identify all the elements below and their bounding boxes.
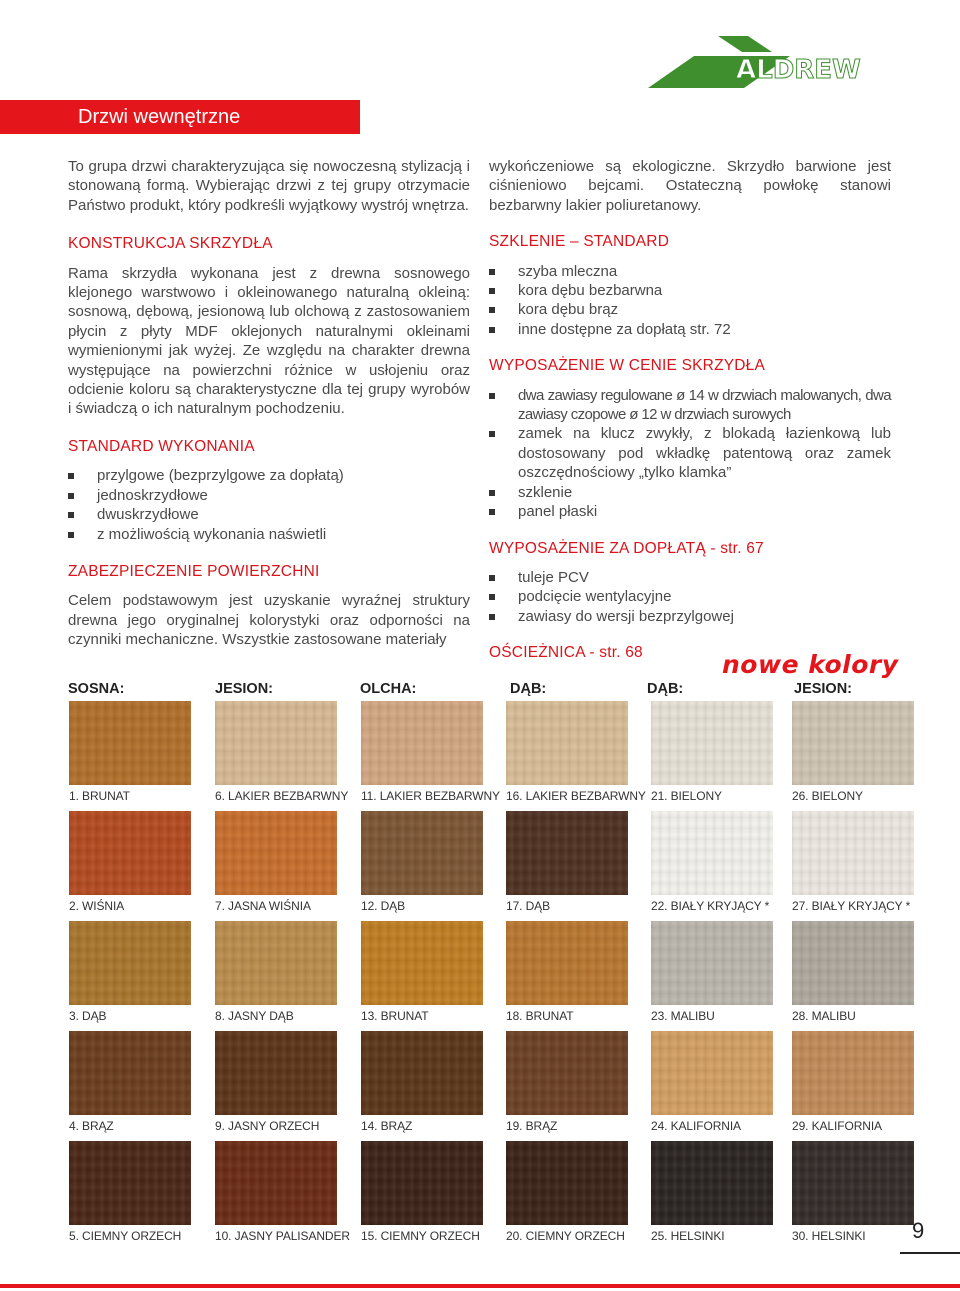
color-swatch (215, 1031, 337, 1115)
swatch-label: 2. WIŚNIA (69, 899, 125, 913)
swatch-label: 22. BIAŁY KRYJĄCY * (651, 899, 770, 913)
color-swatch (69, 701, 191, 785)
left-column (68, 157, 470, 650)
list-item: szklenie (489, 483, 891, 502)
list-item: dwuskrzydłowe (68, 505, 470, 524)
doplata-heading: WYPOSAŻENIE ZA DOPŁATĄ - str. 67 (489, 539, 764, 557)
swatch-label: 9. JASNY ORZECH (215, 1119, 320, 1133)
wood-header-olcha: OLCHA: (360, 681, 417, 697)
swatch-label: 16. LAKIER BEZBARWNY (506, 789, 646, 803)
swatch-label: 25. HELSINKI (651, 1229, 725, 1243)
color-swatch (361, 1141, 483, 1225)
color-swatch (792, 701, 914, 785)
color-swatch (651, 811, 773, 895)
swatch-label: 30. HELSINKI (792, 1229, 866, 1243)
color-swatch (215, 921, 337, 1005)
color-swatch (69, 811, 191, 895)
continuation-text: wykończeniowe są ekologiczne. Skrzydło barwione jest ciśnieniowo bejcami. Ostateczną powłokę stanowi bezbarwny lakier poliuretanowy. (489, 158, 891, 214)
color-swatch (651, 1141, 773, 1225)
swatch-label: 13. BRUNAT (361, 1009, 429, 1023)
page-title: Drzwi wewnętrzne (78, 106, 241, 128)
swatch-label: 27. BIAŁY KRYJĄCY * (792, 899, 911, 913)
color-swatch (651, 701, 773, 785)
zabezpieczenie-heading: ZABEZPIECZENIE POWIERZCHNI (68, 562, 320, 580)
swatch-label: 12. DĄB (361, 899, 405, 913)
color-swatch (69, 1031, 191, 1115)
color-swatch (215, 701, 337, 785)
list-item: tuleje PCV (489, 568, 891, 587)
list-item: jednoskrzydłowe (68, 486, 470, 505)
bottom-rule (0, 1284, 960, 1288)
list-item: kora dębu bezbarwna (489, 281, 891, 300)
intro-text: To grupa drzwi charakteryzująca się nowoczesną stylizacją i stonowaną formą. Wybierając drzwi z tej grupy otrzymacie Państwo produkt, który podkreśli wyjątkowy wystrój wnętrza. (68, 158, 470, 214)
swatch-label: 21. BIELONY (651, 789, 722, 803)
page-number: 9 (912, 1218, 925, 1243)
swatch-label: 24. KALIFORNIA (651, 1119, 741, 1133)
color-swatch (361, 701, 483, 785)
list-item: szyba mleczna (489, 262, 891, 281)
szklenie-list (489, 262, 891, 340)
page-number-rule (900, 1252, 960, 1254)
color-swatch (215, 1141, 337, 1225)
swatch-label: 17. DĄB (506, 899, 550, 913)
color-swatch (506, 811, 628, 895)
color-swatch (651, 1031, 773, 1115)
list-item: dwa zawiasy regulowane ø 14 w drzwiach malowanych, dwa zawiasy czopowe ø 12 w drzwiach surowych (489, 386, 891, 425)
color-swatch (215, 811, 337, 895)
color-swatch (506, 921, 628, 1005)
list-item: z możliwością wykonania naświetli (68, 525, 470, 544)
wood-header-dab: DĄB: (510, 681, 547, 697)
swatch-label: 7. JASNA WIŚNIA (215, 899, 311, 913)
wood-header-jesion: JESION: (215, 681, 274, 697)
list-item: kora dębu brąz (489, 300, 891, 319)
color-swatch (506, 701, 628, 785)
swatch-label: 19. BRĄZ (506, 1119, 558, 1133)
wyposazenie-list (489, 386, 891, 522)
swatch-label: 4. BRĄZ (69, 1119, 114, 1133)
oscieznica-heading: OŚCIEŻNICA - str. 68 (489, 644, 643, 662)
wyposazenie-heading: WYPOSAŻENIE W CENIE SKRZYDŁA (489, 357, 766, 375)
swatch-label: 14. BRĄZ (361, 1119, 413, 1133)
right-column (489, 157, 891, 663)
konstrukcja-text: Rama skrzydła wykonana jest z drewna sosnowego klejonego warstwowo i okleinowanego naturalną okleiną: sosnową, dębową, jesionową lub olchową z zastosowaniem płycin z płyty MDF oklejonych naturalnymi okleinami wymienionymi jak wyżej. Ze względu na charakter drewna występujące na powierzchni różnice w usłojeniu oraz odcienie koloru są charakterystyczne dla tej grupy wyrobów i świadczą o ich naturalnym pochodzeniu. (68, 264, 470, 418)
swatch-label: 23. MALIBU (651, 1009, 715, 1023)
zabezpieczenie-text: Celem podstawowym jest uzyskanie wyraźnej struktury drewna jego oryginalnej kolorystyki oraz odporności na czynniki mechaniczne. Wszystkie zastosowane materiały (68, 592, 470, 649)
konstrukcja-heading: KONSTRUKCJA SKRZYDŁA (68, 235, 273, 253)
swatch-label: 20. CIEMNY ORZECH (506, 1229, 625, 1243)
standard-heading: STANDARD WYKONANIA (68, 437, 255, 455)
swatch-label: 6. LAKIER BEZBARWNY (215, 789, 349, 803)
swatch-label: 3. DĄB (69, 1009, 107, 1023)
list-item: podcięcie wentylacyjne (489, 587, 891, 606)
color-swatch (361, 1031, 483, 1115)
color-swatch (69, 921, 191, 1005)
svg-text:ALDREW: ALDREW (736, 55, 861, 85)
list-item: panel płaski (489, 502, 891, 521)
swatch-label: 5. CIEMNY ORZECH (69, 1229, 182, 1243)
color-swatch (506, 1031, 628, 1115)
color-swatch (361, 811, 483, 895)
swatch-label: 10. JASNY PALISANDER (215, 1229, 350, 1243)
wood-header-jesion-2: JESION: (794, 681, 853, 697)
swatch-label: 26. BIELONY (792, 789, 863, 803)
swatch-label: 11. LAKIER BEZBARWNY (361, 789, 500, 803)
color-swatch (792, 811, 914, 895)
swatch-label: 1. BRUNAT (69, 789, 130, 803)
swatch-label: 29. KALIFORNIA (792, 1119, 882, 1133)
list-item: inne dostępne za dopłatą str. 72 (489, 320, 891, 339)
swatch-label: 18. BRUNAT (506, 1009, 574, 1023)
swatch-label: 28. MALIBU (792, 1009, 856, 1023)
color-swatch (792, 921, 914, 1005)
list-item: zamek na klucz zwykły, z blokadą łazienkową lub dostosowany pod wkładkę patentową oraz zamek oszczędnościowy „tylko klamka” (489, 424, 891, 482)
wood-header-dab-2: DĄB: (647, 681, 684, 697)
color-swatch (792, 1031, 914, 1115)
list-item: zawiasy do wersji bezprzylgowej (489, 607, 891, 626)
color-swatch (506, 1141, 628, 1225)
new-colors-label: nowe kolory (722, 650, 899, 679)
wood-header-sosna: SOSNA: (68, 681, 125, 697)
list-item: przylgowe (bezprzylgowe za dopłatą) (68, 466, 470, 485)
swatch-label: 15. CIEMNY ORZECH (361, 1229, 480, 1243)
aldrew-logo (640, 34, 890, 90)
standard-list (68, 466, 470, 544)
color-swatch (361, 921, 483, 1005)
swatch-label: 8. JASNY DĄB (215, 1009, 294, 1023)
szklenie-heading: SZKLENIE – STANDARD (489, 233, 670, 251)
doplata-list (489, 568, 891, 626)
color-swatch (792, 1141, 914, 1225)
color-swatch (651, 921, 773, 1005)
header-bar (0, 100, 360, 134)
color-swatch (69, 1141, 191, 1225)
